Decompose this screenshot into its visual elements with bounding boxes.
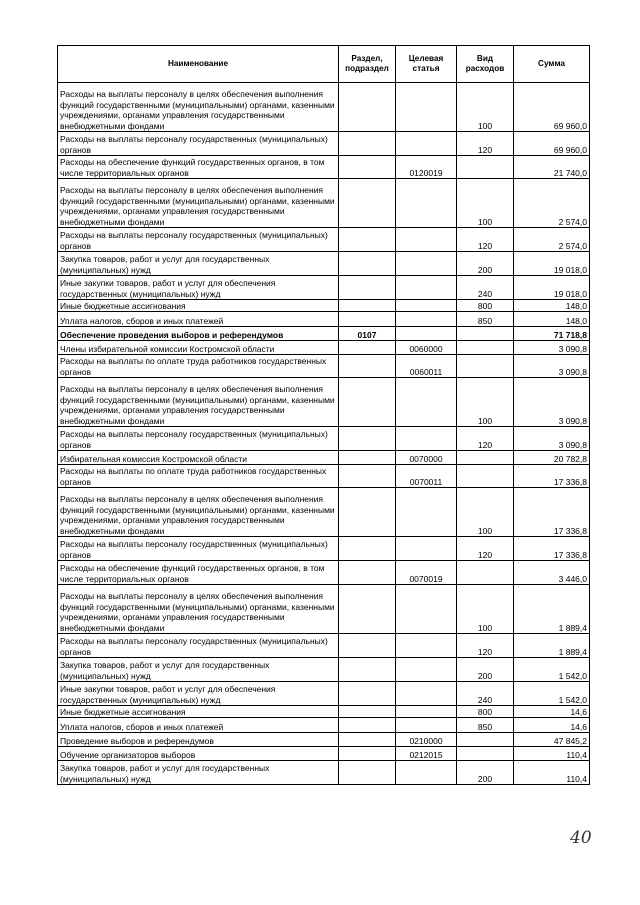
- table-row: [58, 561, 590, 585]
- cell-section: [339, 718, 396, 733]
- cell-name: Расходы на выплаты персоналу государственных (муниципальных) органов: [58, 427, 339, 451]
- cell-target: 0060000: [396, 341, 457, 355]
- cell-sum: 110,4: [514, 761, 590, 785]
- cell-sum: 20 782,8: [514, 451, 590, 465]
- cell-section: [339, 83, 396, 132]
- cell-sum: 1 889,4: [514, 634, 590, 658]
- table-row: [58, 276, 590, 300]
- cell-name: Расходы на выплаты персоналу в целях обеспечения выполнения функций государственными (муниципальными) органами, казенными учреждениями, органами управления государственными внебюджетными фондами: [58, 83, 339, 132]
- cell-target: [396, 427, 457, 451]
- table-row: [58, 761, 590, 785]
- cell-target: [396, 228, 457, 252]
- cell-target: [396, 682, 457, 706]
- table-row: [58, 733, 590, 747]
- cell-target: [396, 252, 457, 276]
- cell-section: [339, 341, 396, 355]
- table-row: [58, 252, 590, 276]
- cell-section: [339, 451, 396, 465]
- cell-type: 240: [457, 682, 514, 706]
- cell-target: [396, 706, 457, 718]
- cell-name: Проведение выборов и референдумов: [58, 733, 339, 747]
- cell-section: [339, 378, 396, 427]
- cell-name: Избирательная комиссия Костромской области: [58, 451, 339, 465]
- table-row: [58, 327, 590, 341]
- cell-sum: 19 018,0: [514, 276, 590, 300]
- cell-sum: 3 090,8: [514, 355, 590, 378]
- cell-sum: 14,6: [514, 718, 590, 733]
- table-row: [58, 718, 590, 733]
- cell-type: 100: [457, 488, 514, 537]
- cell-sum: 1 889,4: [514, 585, 590, 634]
- cell-sum: 69 960,0: [514, 83, 590, 132]
- table-row: [58, 634, 590, 658]
- table-header-row: [58, 46, 590, 83]
- cell-section: [339, 658, 396, 682]
- cell-section: [339, 276, 396, 300]
- cell-name: Расходы на выплаты персоналу государственных (муниципальных) органов: [58, 132, 339, 156]
- cell-name: Расходы на выплаты персоналу государственных (муниципальных) органов: [58, 634, 339, 658]
- cell-type: 850: [457, 718, 514, 733]
- cell-sum: 19 018,0: [514, 252, 590, 276]
- cell-type: [457, 747, 514, 761]
- header-section: Раздел, подраздел: [339, 46, 396, 83]
- header-type: Вид расходов: [457, 46, 514, 83]
- cell-target: [396, 585, 457, 634]
- cell-target: 0070019: [396, 561, 457, 585]
- budget-table: [57, 45, 590, 785]
- header-sum: Сумма: [514, 46, 590, 83]
- cell-type: [457, 327, 514, 341]
- cell-section: [339, 682, 396, 706]
- cell-type: 240: [457, 276, 514, 300]
- table-row: [58, 228, 590, 252]
- cell-section: [339, 537, 396, 561]
- cell-section: [339, 355, 396, 378]
- table-row: [58, 300, 590, 312]
- cell-section: [339, 465, 396, 488]
- table-row: [58, 156, 590, 179]
- cell-target: [396, 761, 457, 785]
- cell-target: [396, 378, 457, 427]
- cell-name: Обеспечение проведения выборов и референдумов: [58, 327, 339, 341]
- cell-target: [396, 634, 457, 658]
- cell-section: [339, 747, 396, 761]
- cell-target: [396, 276, 457, 300]
- cell-name: Уплата налогов, сборов и иных платежей: [58, 718, 339, 733]
- cell-name: Расходы на выплаты персоналу в целях обеспечения выполнения функций государственными (муниципальными) органами, казенными учреждениями, органами управления государственными внебюджетными фондами: [58, 488, 339, 537]
- cell-type: 120: [457, 634, 514, 658]
- cell-name: Расходы на обеспечение функций государственных органов, в том числе территориальных органов: [58, 561, 339, 585]
- cell-target: 0212015: [396, 747, 457, 761]
- cell-target: [396, 327, 457, 341]
- cell-section: [339, 228, 396, 252]
- cell-name: Расходы на выплаты персоналу государственных (муниципальных) органов: [58, 537, 339, 561]
- cell-name: Закупка товаров, работ и услуг для государственных (муниципальных) нужд: [58, 658, 339, 682]
- cell-name: Иные закупки товаров, работ и услуг для обеспечения государственных (муниципальных) нужд: [58, 682, 339, 706]
- table-row: [58, 83, 590, 132]
- cell-target: 0210000: [396, 733, 457, 747]
- table-row: [58, 341, 590, 355]
- table-row: [58, 132, 590, 156]
- cell-type: 120: [457, 537, 514, 561]
- cell-type: [457, 465, 514, 488]
- table-row: [58, 537, 590, 561]
- cell-sum: 3 090,8: [514, 341, 590, 355]
- cell-name: Уплата налогов, сборов и иных платежей: [58, 312, 339, 327]
- table-row: [58, 378, 590, 427]
- table-row: [58, 682, 590, 706]
- cell-target: 0070000: [396, 451, 457, 465]
- cell-name: Иные бюджетные ассигнования: [58, 300, 339, 312]
- cell-section: [339, 561, 396, 585]
- table-row: [58, 427, 590, 451]
- cell-section: [339, 634, 396, 658]
- cell-name: Закупка товаров, работ и услуг для государственных (муниципальных) нужд: [58, 252, 339, 276]
- cell-name: Расходы на выплаты персоналу в целях обеспечения выполнения функций государственными (муниципальными) органами, казенными учреждениями, органами управления государственными внебюджетными фондами: [58, 179, 339, 228]
- cell-type: 200: [457, 761, 514, 785]
- table-row: [58, 747, 590, 761]
- cell-sum: 1 542,0: [514, 658, 590, 682]
- page-number: 40: [570, 828, 592, 848]
- table-row: [58, 465, 590, 488]
- cell-sum: 47 845,2: [514, 733, 590, 747]
- cell-section: [339, 252, 396, 276]
- cell-type: [457, 156, 514, 179]
- cell-sum: 1 542,0: [514, 682, 590, 706]
- cell-section: [339, 312, 396, 327]
- cell-sum: 17 336,8: [514, 537, 590, 561]
- cell-type: 100: [457, 585, 514, 634]
- header-target: Целевая статья: [396, 46, 457, 83]
- cell-section: [339, 733, 396, 747]
- cell-target: [396, 718, 457, 733]
- table-row: [58, 658, 590, 682]
- cell-type: 100: [457, 179, 514, 228]
- cell-type: 800: [457, 706, 514, 718]
- cell-sum: 69 960,0: [514, 132, 590, 156]
- cell-section: [339, 706, 396, 718]
- cell-section: [339, 132, 396, 156]
- cell-name: Расходы на выплаты по оплате труда работников государственных органов: [58, 465, 339, 488]
- cell-type: [457, 355, 514, 378]
- table-row: [58, 355, 590, 378]
- cell-sum: 3 090,8: [514, 427, 590, 451]
- cell-name: Закупка товаров, работ и услуг для государственных (муниципальных) нужд: [58, 761, 339, 785]
- cell-type: 120: [457, 427, 514, 451]
- table-row: [58, 706, 590, 718]
- cell-sum: 3 090,8: [514, 378, 590, 427]
- cell-target: [396, 132, 457, 156]
- cell-type: [457, 561, 514, 585]
- cell-target: [396, 300, 457, 312]
- cell-sum: 2 574,0: [514, 228, 590, 252]
- cell-sum: 17 336,8: [514, 465, 590, 488]
- cell-type: [457, 451, 514, 465]
- cell-section: [339, 300, 396, 312]
- table-row: [58, 585, 590, 634]
- table-body: [58, 83, 590, 785]
- cell-name: Обучение организаторов выборов: [58, 747, 339, 761]
- cell-target: [396, 83, 457, 132]
- cell-type: 100: [457, 83, 514, 132]
- table-row: [58, 451, 590, 465]
- cell-name: Иные закупки товаров, работ и услуг для обеспечения государственных (муниципальных) нужд: [58, 276, 339, 300]
- cell-target: 0070011: [396, 465, 457, 488]
- cell-sum: 110,4: [514, 747, 590, 761]
- cell-sum: 71 718,8: [514, 327, 590, 341]
- cell-target: [396, 658, 457, 682]
- cell-sum: 21 740,0: [514, 156, 590, 179]
- cell-target: [396, 179, 457, 228]
- cell-type: 850: [457, 312, 514, 327]
- cell-name: Иные бюджетные ассигнования: [58, 706, 339, 718]
- cell-sum: 148,0: [514, 300, 590, 312]
- cell-name: Члены избирательной комиссии Костромской области: [58, 341, 339, 355]
- cell-sum: 17 336,8: [514, 488, 590, 537]
- cell-target: 0120019: [396, 156, 457, 179]
- cell-section: 0107: [339, 327, 396, 341]
- cell-section: [339, 427, 396, 451]
- cell-type: 200: [457, 658, 514, 682]
- cell-section: [339, 179, 396, 228]
- cell-type: 120: [457, 132, 514, 156]
- cell-section: [339, 156, 396, 179]
- cell-section: [339, 761, 396, 785]
- cell-sum: 148,0: [514, 312, 590, 327]
- cell-section: [339, 585, 396, 634]
- table-row: [58, 312, 590, 327]
- cell-type: 100: [457, 378, 514, 427]
- cell-target: [396, 537, 457, 561]
- cell-section: [339, 488, 396, 537]
- cell-type: [457, 733, 514, 747]
- cell-type: 800: [457, 300, 514, 312]
- cell-sum: 3 446,0: [514, 561, 590, 585]
- cell-name: Расходы на выплаты по оплате труда работников государственных органов: [58, 355, 339, 378]
- cell-sum: 14,6: [514, 706, 590, 718]
- cell-type: [457, 341, 514, 355]
- table-row: [58, 488, 590, 537]
- header-name: Наименование: [58, 46, 339, 83]
- cell-type: 200: [457, 252, 514, 276]
- cell-type: 120: [457, 228, 514, 252]
- cell-target: [396, 312, 457, 327]
- cell-target: 0060011: [396, 355, 457, 378]
- cell-name: Расходы на обеспечение функций государственных органов, в том числе территориальных органов: [58, 156, 339, 179]
- table-row: [58, 179, 590, 228]
- cell-name: Расходы на выплаты персоналу в целях обеспечения выполнения функций государственными (муниципальными) органами, казенными учреждениями, органами управления государственными внебюджетными фондами: [58, 378, 339, 427]
- cell-sum: 2 574,0: [514, 179, 590, 228]
- cell-name: Расходы на выплаты персоналу государственных (муниципальных) органов: [58, 228, 339, 252]
- cell-name: Расходы на выплаты персоналу в целях обеспечения выполнения функций государственными (муниципальными) органами, казенными учреждениями, органами управления государственными внебюджетными фондами: [58, 585, 339, 634]
- cell-target: [396, 488, 457, 537]
